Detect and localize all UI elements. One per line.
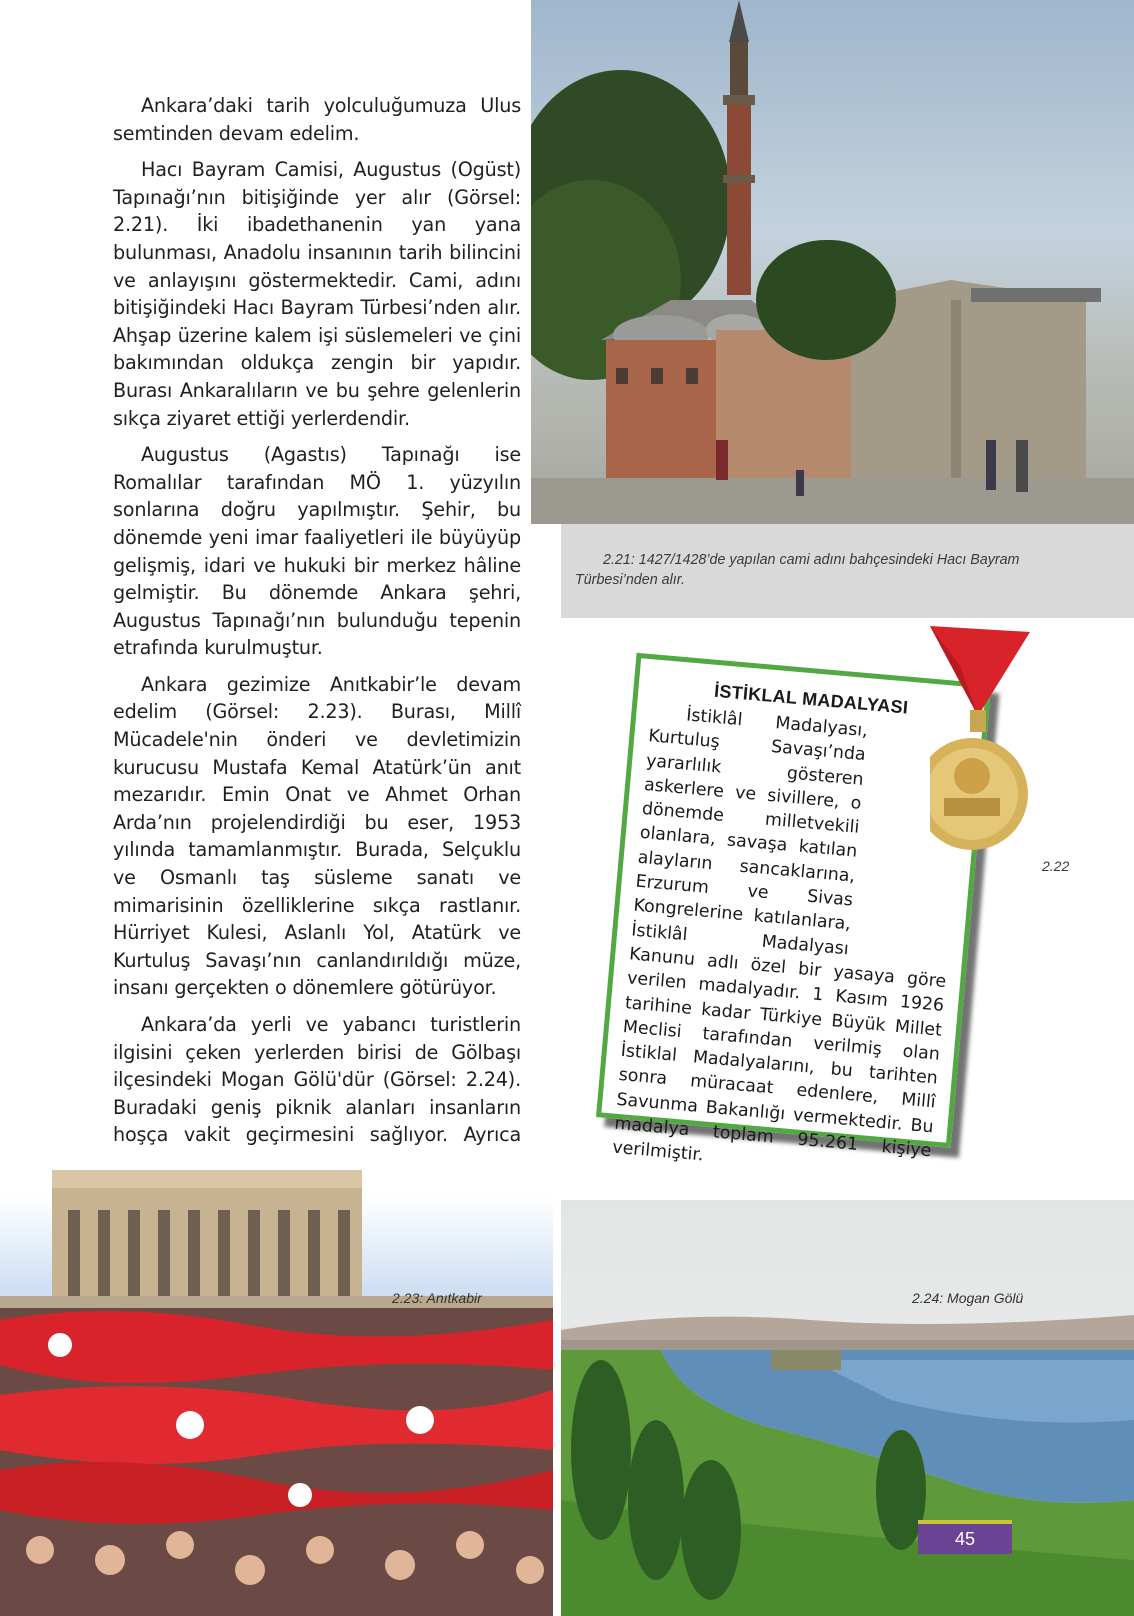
medal-image [930,626,1050,886]
paragraph: Ankara’da yerli ve yabancı turistlerin ilgisini çeken yerlerden birisi de Gölbaşı ilçesindeki Mogan Gölü'dür (Görsel: 2.24). Buradaki geniş piknik alanları insanların hoşça vakit geçirmesini sağlıyor. Ayrıca [113,1013,521,1147]
paragraph: Ankara gezimize Anıtkabir’le devam edelim (Görsel: 2.23). Burası, Millî Mücadele'nin önderi ve devletimizin kurucusu Mustafa Kemal Atatürk’ün anıt mezarıdır. Emin Onat ve Ahmet Orhan Arda’nın projelendirdiği bu eser, 1953 yılında tamamlanmıştır. Burada, Selçuklu ve Osmanlı taş süsleme sanatı ve mimarisinin özelliklerine sıkça rastlanır. Hürriyet Kulesi, Aslanlı Yol, Atatürk ve Kurtuluş Savaşı’nın canlandırıldığı müze, insanı gerçekten o dönemlere götürüyor. [113,672,521,1000]
mosque-illustration [531,0,1134,524]
caption-2-21: 2.21: 1427/1428’de yapılan cami adını bahçesindeki Hacı Bayram Türbesi’nden alır. [575,552,1020,588]
photo-anitkabir [0,1150,553,1616]
paragraph: Ankara’daki tarih yolculuğumuza Ulus semtinden devam edelim. [113,94,521,145]
paragraph: Hacı Bayram Camisi, Augustus (Ogüst) Tapınağı’nın bitişiğinde yer alır (Görsel: 2.21). İki ibadethanenin yan yana bulunması, Anadolu insanının tarih bilincini ve anlayışını göstermektedir. Cami, adını bitişiğindeki Hacı Bayram Türbesi’nden alır. Ahşap üzerine kalem işi süslemeleri ve çini bakımından oldukça zengin bir yapıdır. Burası Ankaralıların ve bu şehre gelenlerin sıkça ziyaret ettiği yerlerdendir. [113,158,521,430]
page-number: 45 [918,1520,1012,1554]
medal-icon [930,626,1050,886]
caption-2-24: 2.24: Mogan Gölü [912,1290,1024,1306]
photo-haci-bayram-mosque [531,0,1134,524]
anitkabir-illustration [0,1150,553,1616]
paragraph: Augustus (Agastıs) Tapınağı ise Romalılar tarafından MÖ 1. yüzyılın sonlarına doğru yapılmıştır. Şehir, bu dönemde yeni imar faaliyetleri ile büyüyüp gelişmiş, idari ve hukuki bir merkez hâline gelmiştir. Bu dönemde Ankara şehri, Augustus Tapınağı’nın bulunduğu tepenin etrafında kurulmuştur. [113,443,521,660]
lake-illustration [561,1200,1134,1616]
caption-2-22: 2.22 [1042,858,1070,874]
istiklal-text: İstiklâl Madalyası, Kurtuluş Savaşı’nda yararlılık gösteren askerlere ve sivillere, o dönemde milletvekili olanlara, savaşa katılan alayların sancaklarına, Erzurum ve Sivas Kongrelerine katılanlara, İstiklâl Madalyası Kanunu adlı özel bir yasaya göre verilen madalyadır. 1 Kasım 1926 tarihine kadar Türkiye Büyük Millet Meclisi tarafından verilmiş olan İstiklal Madalyalarını, bu tarihten sonra müracaat edenlere, Millî Savunma Bakanlığı vermektedir. Bu madalya toplam 95.261 kişiye verilmiştir. [611,705,947,1166]
caption-2-23: 2.23: Anıtkabir [392,1290,482,1306]
istiklal-title: İSTİKLAL MADALYASI [713,680,910,718]
photo-mogan-golu [561,1200,1134,1616]
main-text [113,92,521,1213]
